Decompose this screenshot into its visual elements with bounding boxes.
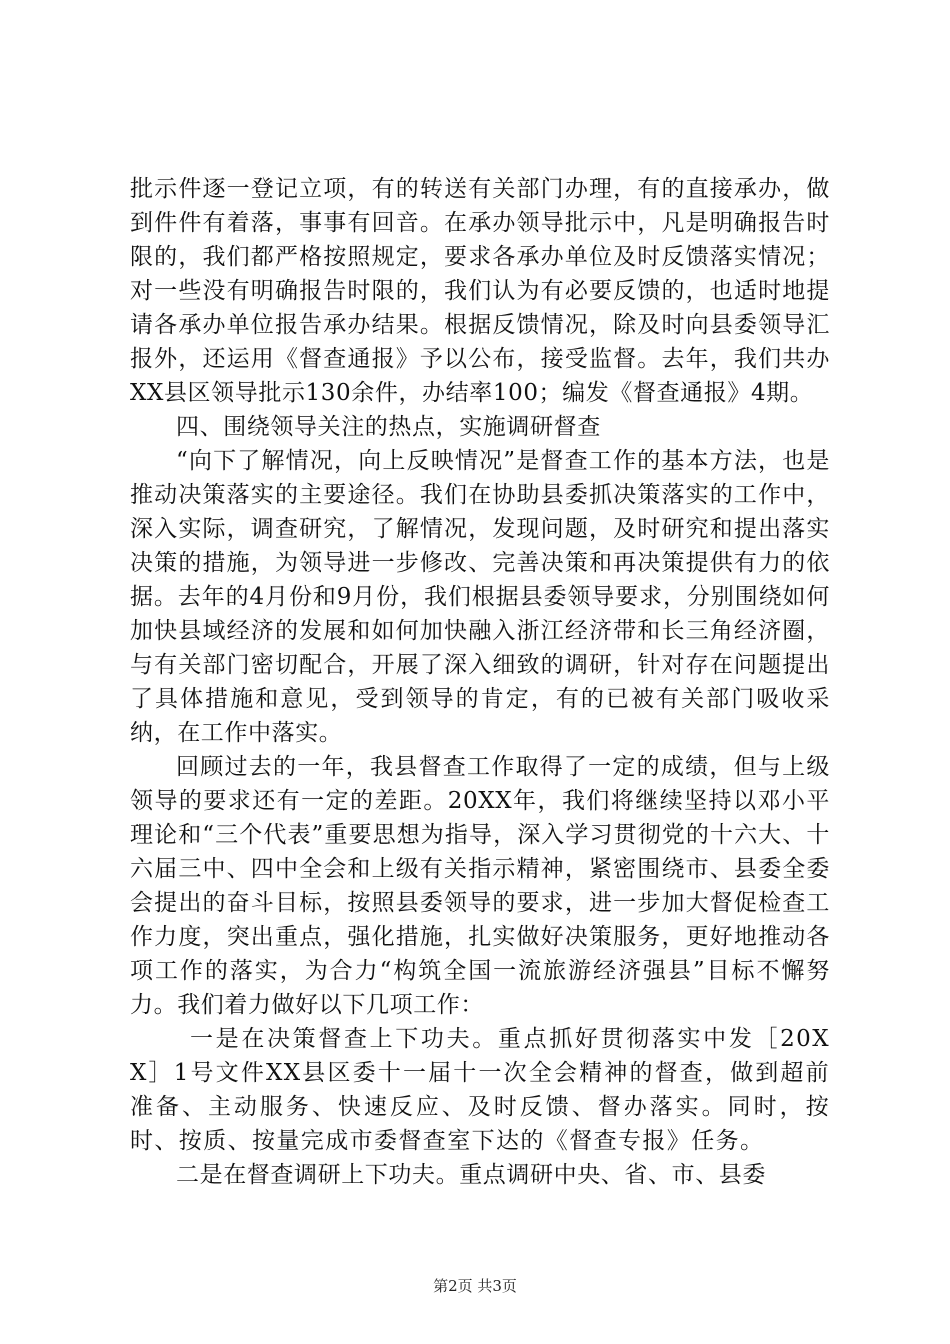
paragraph-approval-handling: 批示件逐一登记立项，有的转送有关部门办理，有的直接承办，做到件件有着落，事事有回音。在承办领导批示中，凡是明确报告时限的，我们都严格按照规定，要求各承办单位及时反馈落实情况；对一些没有明确报告时限的，我们认为有必要反馈的，也适时地提请各承办单位报告承办结果。根据反馈情况，除及时向县委领导汇报外，还运用《督查通报》予以公布，接受监督。去年，我们共办XX县区领导批示130余件，办结率100；编发《督查通报》4期。 [130,176,830,406]
document-body [130,172,830,1192]
paragraph-research-method: “向下了解情况，向上反映情况”是督查工作的基本方法，也是推动决策落实的主要途径。我们在协助县委抓决策落实的工作中，深入实际，调查研究，了解情况，发现问题，及时研究和提出落实决策的措施，为领导进一步修改、完善决策和再决策提供有力的依据。去年的4月份和9月份，我们根据县委领导要求，分别围绕如何加快县域经济的发展和如何加快融入浙江经济带和长三角经济圈，与有关部门密切配合，开展了深入细致的调研，针对存在问题提出了具体措施和意见，受到领导的肯定，有的已被有关部门吸收采纳，在工作中落实。 [130,448,830,746]
page-number-footer: 第2页 共3页 [433,1277,517,1295]
section-heading-research-supervision: 四、围绕领导关注的热点，实施调研督查 [176,414,601,440]
paragraph-task-one: 一是在决策督查上下功夫。重点抓好贯彻落实中发［20XX］1号文件XX县区委十一届十一次全会精神的督查，做到超前准备、主动服务、快速反应、及时反馈、督办落实。同时，按时、按质、按量完成市委督查室下达的《督查专报》任务。 [130,1026,830,1154]
paragraph-year-review: 回顾过去的一年，我县督查工作取得了一定的成绩，但与上级领导的要求还有一定的差距。20XX年，我们将继续坚持以邓小平理论和“三个代表”重要思想为指导，深入学习贯彻党的十六大、十六届三中、四中全会和上级有关指示精神，紧密围绕市、县委全委会提出的奋斗目标，按照县委领导的要求，进一步加大督促检查工作力度，突出重点，强化措施，扎实做好决策服务，更好地推动各项工作的落实，为合力“构筑全国一流旅游经济强县”目标不懈努力。我们着力做好以下几项工作： [130,754,830,1018]
paragraph-task-two: 二是在督查调研上下功夫。重点调研中央、省、市、县委 [176,1162,766,1188]
